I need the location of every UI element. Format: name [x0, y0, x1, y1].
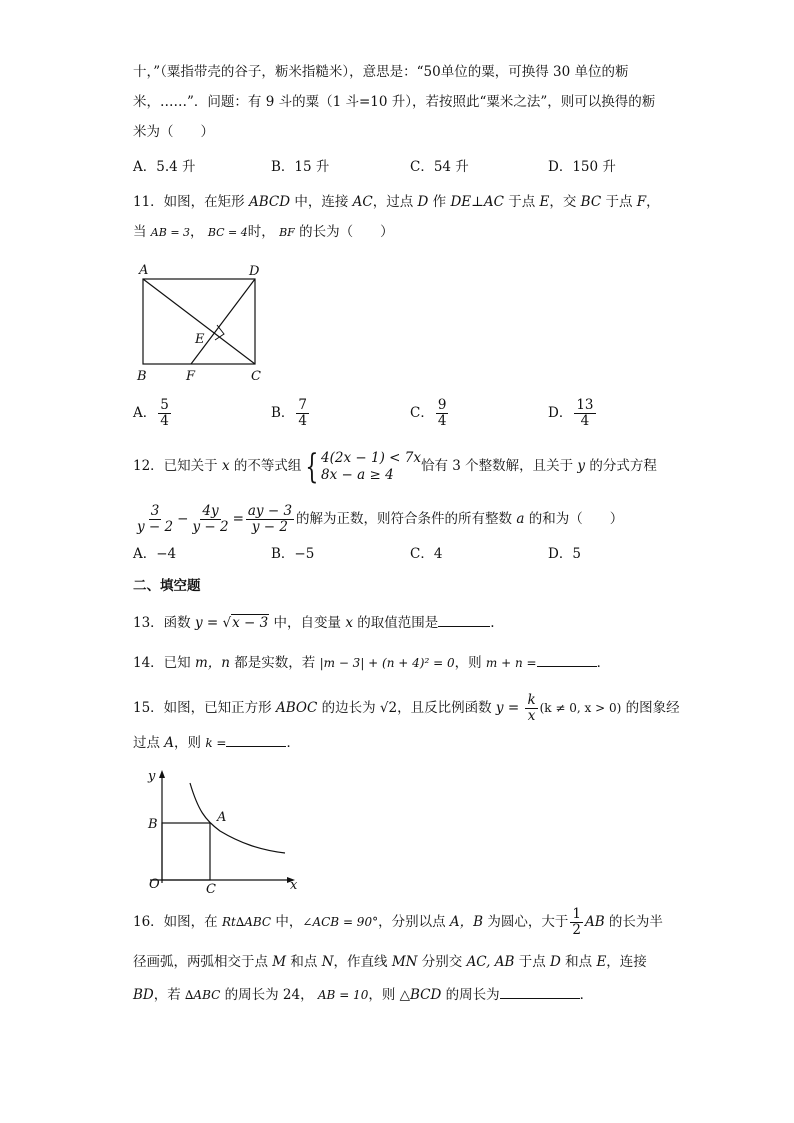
section-fill-in-blank-title: 二、填空题 [133, 578, 201, 594]
q10-line-3: 米为（ ） [133, 124, 214, 140]
label-c: C [206, 882, 216, 895]
label-e: E [195, 332, 205, 347]
segment-df [191, 279, 255, 364]
q11-line-2: 当 AB = 3， BC = 4时， BF 的长为（ ） [133, 224, 394, 240]
q10-option-c: C．54 升 [410, 159, 469, 175]
label-a: A [139, 263, 149, 278]
q12-option-d: D．5 [548, 546, 581, 562]
q14-answer-blank[interactable] [537, 652, 597, 667]
q15-answer-blank[interactable] [226, 732, 286, 747]
q15-line-2: 过点 A，则 k = ． [133, 732, 300, 753]
q13-answer-blank[interactable] [438, 612, 490, 627]
label-f: F [186, 369, 196, 384]
label-b: B [137, 369, 147, 384]
q13-line: 13．函数 y = √x − 3 中，自变量 x 的取值范围是 . [133, 612, 495, 633]
q12-line-2: $\frac{3}{y - 2}$ − $\frac{4y}{y - 2}$ = $\frac{ay - 3}{y - 2}$ 的解为正数，则符合条件的所有整数 a 的和为（ ） [137, 503, 624, 535]
q12-line-1: 12．已知关于 x 的不等式组 { 4(2x − 1) < 7x 8x − a ≥ 4 恰有 3 个整数解，且关于 y 的分式方程 [133, 446, 657, 487]
q16-line-2: 径画弧，两弧相交于点 M 和点 N，作直线 MN 分别交 AC, AB 于点 D 和点 E，连接 [133, 954, 647, 970]
q16-line-1: 16．如图，在 Rt∆ABC 中，∠ACB = 90°，分别以点 A，B 为圆心，大于 $\frac{1}{2}$ AB 的长为半 [133, 906, 663, 938]
q15-hyperbola-figure [140, 765, 305, 895]
label-d: D [249, 264, 260, 279]
q11-rectangle-figure [130, 260, 270, 385]
q11-option-d: D． $\frac{13}{4}$ [548, 397, 594, 429]
label-y: y [148, 769, 156, 784]
q10-option-b: B．15 升 [271, 159, 330, 175]
label-c: C [251, 369, 261, 384]
q15-line-1: 15．如图，已知正方形 ABOC 的边长为 √2，且反比例函数 y = $\frac{k}{x}$ (k ≠ 0, x > 0) 的图象经 [133, 692, 680, 724]
label-o: O [149, 877, 160, 892]
q10-option-a: A．5.4 升 [133, 159, 196, 175]
square-aboc [162, 823, 210, 880]
q16-answer-blank[interactable] [500, 984, 580, 999]
q11-line-1: 11．如图，在矩形 ABCD 中，连接 AC，过点 D 作 DE⊥AC 于点 E，交 BC 于点 F， [133, 194, 660, 210]
q12-option-b: B．−5 [271, 546, 315, 562]
q12-option-a: A．−4 [133, 546, 177, 562]
y-axis-arrow [159, 770, 165, 778]
label-a: A [217, 810, 227, 825]
q11-option-c: C． $\frac{9}{4}$ [410, 397, 447, 429]
q11-option-a: A． $\frac{5}{4}$ [133, 397, 169, 429]
q10-line-2: 米，……”．问题：有 9 斗的粟（1 斗=10 升），若按照此“粟米之法”，则可以换得的粝 [133, 94, 656, 110]
q14-line: 14．已知 m，n 都是实数，若 |m − 3| + (n + 4)² = 0，则 m + n = ． [133, 652, 610, 673]
q10-line-1: 十，”（粟指带壳的谷子，粝米指糙米），意思是：“50单位的粟，可换得 30 单位的粝 [133, 64, 629, 80]
q16-line-3: BD，若 ∆ABC 的周长为 24， AB = 10，则 △BCD 的周长为 ． [133, 984, 593, 1005]
q10-option-d: D．150 升 [548, 159, 616, 175]
label-b: B [148, 817, 158, 832]
inequality-system: { 4(2x − 1) < 7x 8x − a ≥ 4 [305, 446, 421, 487]
hyperbola-curve [190, 783, 285, 853]
label-x: x [290, 878, 298, 893]
q12-option-c: C．4 [410, 546, 443, 562]
q11-option-b: B． $\frac{7}{4}$ [271, 397, 308, 429]
diagonal-ac [143, 279, 255, 364]
